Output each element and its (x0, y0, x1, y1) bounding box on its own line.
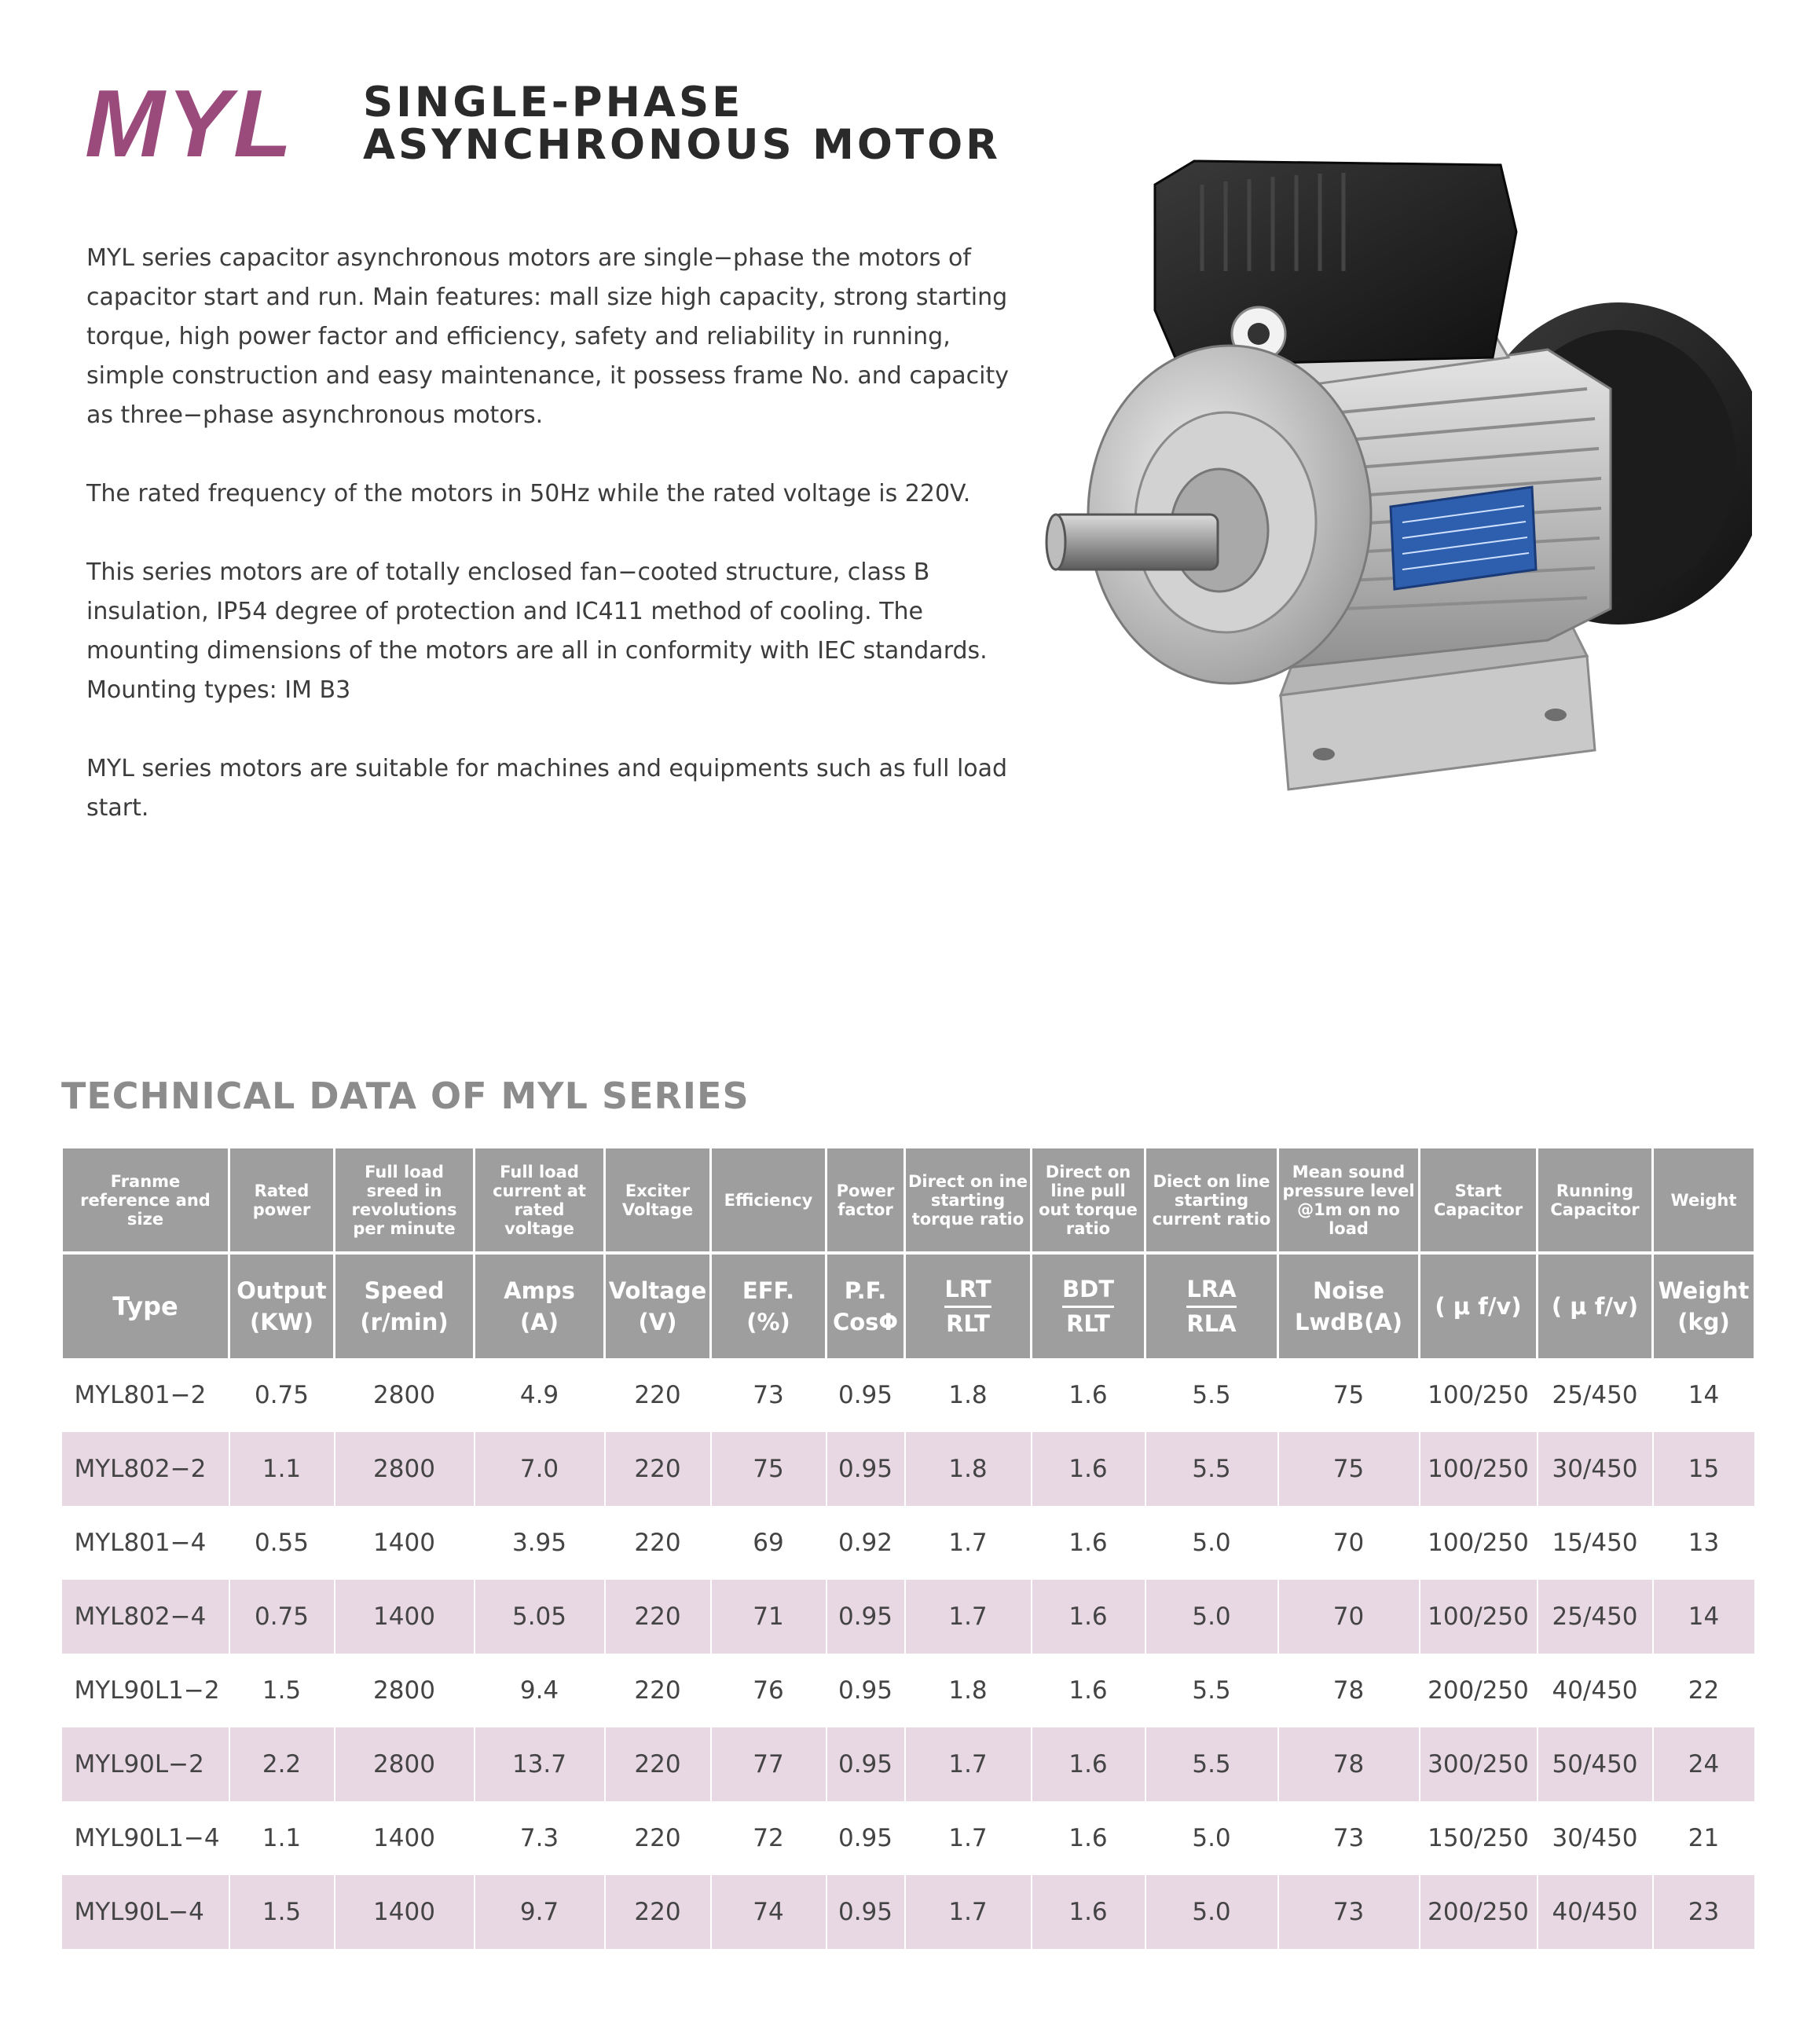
table-cell: 1.7 (905, 1801, 1032, 1875)
header-cell-lra-rla (1145, 1253, 1278, 1358)
header-cell-power-factor (827, 1253, 905, 1358)
table-cell: 1.6 (1032, 1727, 1145, 1801)
table-cell: 7.3 (475, 1801, 605, 1875)
header-cell-running-capacitor (1538, 1253, 1653, 1358)
header-row-descriptions (62, 1148, 1755, 1253)
table-cell: 100/250 (1420, 1580, 1538, 1654)
header-row-units (62, 1253, 1755, 1358)
table-cell: 1.8 (905, 1432, 1032, 1506)
table-cell: 0.95 (827, 1727, 905, 1801)
table-cell: 72 (711, 1801, 827, 1875)
table-cell: 77 (711, 1727, 827, 1801)
table-cell: 25/450 (1538, 1358, 1653, 1432)
description (86, 239, 1010, 867)
table-cell: 9.7 (475, 1875, 605, 1949)
header-cell-speed (335, 1253, 475, 1358)
table-cell: MYL801−4 (62, 1506, 229, 1580)
table-cell: MYL802−2 (62, 1432, 229, 1506)
table-cell: 5.5 (1145, 1654, 1278, 1727)
title-line-1: SINGLE-PHASE (363, 79, 744, 126)
header-cell: Full load sreed in revolutions per minute (335, 1148, 475, 1253)
table-cell: MYL90L1−4 (62, 1801, 229, 1875)
table-cell: 1.1 (229, 1432, 335, 1506)
table-cell: 78 (1278, 1654, 1420, 1727)
table-cell: 1400 (335, 1801, 475, 1875)
table-cell: MYL90L1−2 (62, 1654, 229, 1727)
header-unit-label: ( μ f/v) (1551, 1293, 1639, 1320)
table-cell: 75 (1278, 1358, 1420, 1432)
table-cell: MYL802−4 (62, 1580, 229, 1654)
header-unit-sublabel: (kg) (1677, 1309, 1730, 1335)
table-cell: 1.7 (905, 1875, 1032, 1949)
brand-logo: MYL (85, 70, 295, 177)
title-line-2: ASYNCHRONOUS MOTOR (363, 121, 1001, 169)
table-row (62, 1875, 1755, 1949)
table-cell: 21 (1653, 1801, 1755, 1875)
header-cell-voltage (605, 1253, 711, 1358)
description-paragraph: MYL series motors are suitable for machines and equipments such as full load start. (86, 755, 1008, 822)
description-paragraph: The rated frequency of the motors in 50Hz while the rated voltage is 220V. (86, 480, 971, 507)
header-unit-sublabel: (V) (638, 1309, 677, 1335)
header-cell: Franme reference and size (62, 1148, 229, 1253)
table-cell: 7.0 (475, 1432, 605, 1506)
table-cell: 220 (605, 1727, 711, 1801)
table-cell: 5.5 (1145, 1432, 1278, 1506)
header-unit-label: Noise (1312, 1277, 1385, 1304)
table-cell: 22 (1653, 1654, 1755, 1727)
header-cell-lrt-rlt (905, 1253, 1032, 1358)
header-cell: Direct on ine starting torque ratio (905, 1148, 1032, 1253)
table-cell: 5.0 (1145, 1580, 1278, 1654)
header-unit-sublabel: (A) (520, 1309, 559, 1335)
table-cell: 30/450 (1538, 1801, 1653, 1875)
header-cell-start-capacitor (1420, 1253, 1538, 1358)
header-unit-label: Speed (364, 1277, 445, 1304)
table-cell: 220 (605, 1580, 711, 1654)
table-cell: 13.7 (475, 1727, 605, 1801)
header-unit-label: P.F. (844, 1277, 887, 1304)
table-cell: 69 (711, 1506, 827, 1580)
table-cell: 1.7 (905, 1506, 1032, 1580)
header-unit-label: LRT (944, 1273, 991, 1308)
table-cell: 200/250 (1420, 1875, 1538, 1949)
table-cell: 5.05 (475, 1580, 605, 1654)
technical-data-table (60, 1148, 1756, 1949)
table-cell: 220 (605, 1506, 711, 1580)
header-cell: Diect on line starting current ratio (1145, 1148, 1278, 1253)
header-cell: Start Capacitor (1420, 1148, 1538, 1253)
header-cell: Efficiency (711, 1148, 827, 1253)
table-cell: 1.7 (905, 1727, 1032, 1801)
table-cell: 100/250 (1420, 1358, 1538, 1432)
table-cell: 0.75 (229, 1580, 335, 1654)
table-cell: 5.5 (1145, 1358, 1278, 1432)
table-cell: 0.95 (827, 1432, 905, 1506)
table-cell: 100/250 (1420, 1506, 1538, 1580)
table-cell: 2800 (335, 1432, 475, 1506)
table-cell: 73 (1278, 1875, 1420, 1949)
table-row (62, 1506, 1755, 1580)
table-cell: 5.0 (1145, 1801, 1278, 1875)
header-unit-label: Voltage (608, 1277, 707, 1304)
header-cell: Direct on line pull out torque ratio (1032, 1148, 1145, 1253)
header-unit-label: EFF. (742, 1277, 795, 1304)
header-unit-sublabel: RLT (1066, 1310, 1110, 1337)
table-cell: 0.95 (827, 1580, 905, 1654)
header-cell-output (229, 1253, 335, 1358)
table-cell: 15 (1653, 1432, 1755, 1506)
header-unit-sublabel: LwdB(A) (1294, 1309, 1403, 1335)
table-cell: MYL90L−4 (62, 1875, 229, 1949)
table-cell: MYL90L−2 (62, 1727, 229, 1801)
table-cell: 0.95 (827, 1358, 905, 1432)
table-cell: 0.92 (827, 1506, 905, 1580)
header-cell-amps (475, 1253, 605, 1358)
page-title (363, 79, 1001, 169)
table-cell: 73 (1278, 1801, 1420, 1875)
table-cell: 5.0 (1145, 1506, 1278, 1580)
table-row (62, 1358, 1755, 1432)
table-row (62, 1580, 1755, 1654)
table-cell: 1.6 (1032, 1506, 1145, 1580)
table-row (62, 1727, 1755, 1801)
table-cell: 1.8 (905, 1654, 1032, 1727)
table-cell: 300/250 (1420, 1727, 1538, 1801)
table-cell: 0.95 (827, 1654, 905, 1727)
table-cell: 1400 (335, 1506, 475, 1580)
header-unit-label: Output (236, 1277, 327, 1304)
table-cell: 200/250 (1420, 1654, 1538, 1727)
table-cell: MYL801−2 (62, 1358, 229, 1432)
table-cell: 25/450 (1538, 1580, 1653, 1654)
description-paragraph: MYL series capacitor asynchronous motors are single−phase the motors of capacitor start and run. Main features: mall size high capacity, strong starting torque, high power factor and efficiency, safety and reliability in running, simple construction and easy maintenance, it possess frame No. and capacity as three−phase asynchronous motors. (86, 244, 1010, 429)
table-cell: 3.95 (475, 1506, 605, 1580)
header-cell-noise (1278, 1253, 1420, 1358)
header-unit-sublabel: (%) (746, 1309, 790, 1335)
table-cell: 15/450 (1538, 1506, 1653, 1580)
table-cell: 1.6 (1032, 1358, 1145, 1432)
table-cell: 1.8 (905, 1358, 1032, 1432)
description-paragraph: This series motors are of totally enclosed fan−cooted structure, class B insulation, IP54 degree of protection and IC411 method of cooling. The mounting dimensions of the motors are all in conformity with IEC standards. Mounting types: IM B3 (86, 559, 988, 704)
header-unit-label: LRA (1186, 1273, 1236, 1308)
header-cell: Power factor (827, 1148, 905, 1253)
header-cell-efficiency (711, 1253, 827, 1358)
header-cell: Weight (1653, 1148, 1755, 1253)
table-cell: 75 (711, 1432, 827, 1506)
section-title: TECHNICAL DATA OF MYL SERIES (61, 1075, 750, 1117)
table-cell: 78 (1278, 1727, 1420, 1801)
table-cell: 50/450 (1538, 1727, 1653, 1801)
table-cell: 40/450 (1538, 1654, 1653, 1727)
table-cell: 24 (1653, 1727, 1755, 1801)
table-cell: 100/250 (1420, 1432, 1538, 1506)
table-cell: 1.5 (229, 1654, 335, 1727)
table-cell: 5.0 (1145, 1875, 1278, 1949)
table-cell: 0.95 (827, 1875, 905, 1949)
table-row (62, 1432, 1755, 1506)
header-unit-sublabel: CosΦ (832, 1309, 899, 1335)
table-cell: 73 (711, 1358, 827, 1432)
table-cell: 4.9 (475, 1358, 605, 1432)
table-cell: 1.6 (1032, 1875, 1145, 1949)
table-cell: 40/450 (1538, 1875, 1653, 1949)
header-cell: Rated power (229, 1148, 335, 1253)
header-cell-type (62, 1253, 229, 1358)
table-cell: 1.6 (1032, 1801, 1145, 1875)
table-row (62, 1801, 1755, 1875)
header-unit-label: Type (112, 1291, 178, 1321)
table-cell: 0.55 (229, 1506, 335, 1580)
table-cell: 220 (605, 1358, 711, 1432)
header-unit-label: Amps (504, 1277, 575, 1304)
table-cell: 2800 (335, 1358, 475, 1432)
table-cell: 1.1 (229, 1801, 335, 1875)
table-cell: 220 (605, 1654, 711, 1727)
header-unit-sublabel: (r/min) (360, 1309, 449, 1335)
table-cell: 1400 (335, 1580, 475, 1654)
table-cell: 71 (711, 1580, 827, 1654)
table-cell: 220 (605, 1432, 711, 1506)
table-row (62, 1654, 1755, 1727)
header-cell: Running Capacitor (1538, 1148, 1653, 1253)
table-cell: 2.2 (229, 1727, 335, 1801)
table-cell: 70 (1278, 1580, 1420, 1654)
table-body (62, 1358, 1755, 1949)
table-cell: 1.6 (1032, 1432, 1145, 1506)
table-cell: 220 (605, 1875, 711, 1949)
table-cell: 1.6 (1032, 1580, 1145, 1654)
table-cell: 0.95 (827, 1801, 905, 1875)
header-unit-label: BDT (1062, 1273, 1114, 1308)
table-cell: 1400 (335, 1875, 475, 1949)
header-cell-bdt-rlt (1032, 1253, 1145, 1358)
header-cell: Exciter Voltage (605, 1148, 711, 1253)
header-cell-weight (1653, 1253, 1755, 1358)
electric-motor-photo (1045, 153, 1752, 805)
header-unit-sublabel: RLA (1186, 1310, 1237, 1337)
table-cell: 75 (1278, 1432, 1420, 1506)
table-cell: 1.6 (1032, 1654, 1145, 1727)
table-cell: 14 (1653, 1580, 1755, 1654)
table-cell: 9.4 (475, 1654, 605, 1727)
table-cell: 14 (1653, 1358, 1755, 1432)
table-cell: 13 (1653, 1506, 1755, 1580)
header-unit-label: Weight (1658, 1277, 1750, 1304)
table-cell: 2800 (335, 1727, 475, 1801)
table-cell: 76 (711, 1654, 827, 1727)
table-cell: 2800 (335, 1654, 475, 1727)
table-cell: 74 (711, 1875, 827, 1949)
table-cell: 150/250 (1420, 1801, 1538, 1875)
table-cell: 23 (1653, 1875, 1755, 1949)
header-unit-sublabel: (KW) (250, 1309, 313, 1335)
header-unit-label: ( μ f/v) (1435, 1293, 1522, 1320)
header-cell: Full load current at rated voltage (475, 1148, 605, 1253)
header-unit-sublabel: RLT (946, 1310, 990, 1337)
header-cell: Mean sound pressure level @1m on no load (1278, 1148, 1420, 1253)
table-cell: 5.5 (1145, 1727, 1278, 1801)
table-cell: 220 (605, 1801, 711, 1875)
table-cell: 0.75 (229, 1358, 335, 1432)
table-cell: 1.7 (905, 1580, 1032, 1654)
table-cell: 1.5 (229, 1875, 335, 1949)
table-cell: 70 (1278, 1506, 1420, 1580)
table-cell: 30/450 (1538, 1432, 1653, 1506)
